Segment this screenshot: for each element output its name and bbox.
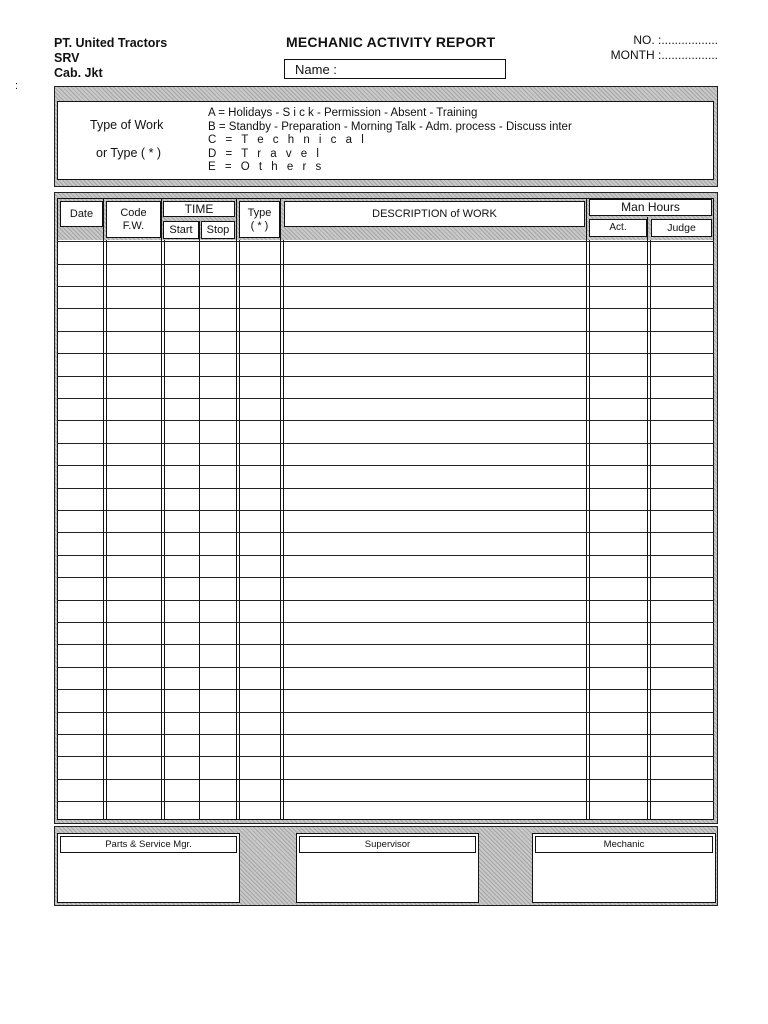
column-divider-type xyxy=(280,198,281,820)
column-divider-type-inner xyxy=(283,240,284,820)
type-item-a: A = Holidays - S i c k - Permission - Absent - Training xyxy=(208,107,478,119)
margin-mark: : xyxy=(15,80,19,92)
type-item-e: E = O t h e r s xyxy=(208,161,325,174)
signature-label-supervisor: Supervisor xyxy=(299,836,476,853)
header-time-cell xyxy=(163,201,235,217)
type-item-c: C = T e c h n i c a l xyxy=(208,134,367,147)
header-type-line2: ( * ) xyxy=(250,220,269,232)
column-divider-stop xyxy=(236,198,237,820)
header-man-hours-cell xyxy=(589,199,712,216)
column-divider-code-inner xyxy=(164,240,165,820)
company-block xyxy=(54,36,167,81)
header-stop: Stop xyxy=(206,224,230,236)
table-row-line xyxy=(57,734,714,735)
header-stop-cell xyxy=(201,221,235,239)
report-month-field[interactable]: MONTH :................. xyxy=(610,48,718,62)
header-type xyxy=(240,207,279,233)
table-row-line xyxy=(57,622,714,623)
header-act: Act. xyxy=(609,222,627,233)
header-code-line1: Code xyxy=(120,207,147,219)
table-row-line xyxy=(57,689,714,690)
column-divider-description xyxy=(586,198,587,820)
table-row-line xyxy=(57,465,714,466)
signature-box-supervisor[interactable] xyxy=(296,833,479,903)
table-row-line xyxy=(57,779,714,780)
type-of-work-list xyxy=(208,107,572,175)
table-row-line xyxy=(57,420,714,421)
header-judge-cell xyxy=(651,219,712,237)
table-row-line xyxy=(57,353,714,354)
column-divider-date xyxy=(103,198,104,820)
column-divider-start xyxy=(199,221,200,820)
header-code xyxy=(107,207,160,233)
table-row-line xyxy=(57,644,714,645)
table-row-line xyxy=(57,241,714,242)
table-row-line xyxy=(57,264,714,265)
type-of-work-label-2: or Type ( * ) xyxy=(96,146,162,160)
header-description-cell xyxy=(284,201,585,227)
type-item-d: D = T r a v e l xyxy=(208,147,322,160)
activity-table xyxy=(57,198,714,820)
table-row-line xyxy=(57,712,714,713)
header-start: Start xyxy=(169,224,193,236)
company-branch: Cab. Jkt xyxy=(54,66,103,80)
table-row-line xyxy=(57,577,714,578)
table-row-line xyxy=(57,331,714,332)
column-divider-act-inner xyxy=(650,240,651,820)
type-of-work-label: Type of Work xyxy=(90,118,164,132)
column-divider-code xyxy=(161,198,162,820)
header-man-hours: Man Hours xyxy=(621,200,680,214)
table-row-line xyxy=(57,555,714,556)
column-divider-date-inner xyxy=(106,240,107,820)
header-code-line2: F.W. xyxy=(122,220,145,232)
table-row-line xyxy=(57,667,714,668)
header-type-line1: Type xyxy=(247,207,272,219)
table-row-line xyxy=(57,376,714,377)
signature-box-mechanic[interactable] xyxy=(532,833,716,903)
report-title: MECHANIC ACTIVITY REPORT xyxy=(286,34,496,50)
header-code-cell xyxy=(106,201,161,238)
header-date: Date xyxy=(69,208,94,220)
header-type-cell xyxy=(239,201,280,238)
table-row-line xyxy=(57,510,714,511)
report-meta xyxy=(593,33,718,63)
table-row-line xyxy=(57,488,714,489)
company-name: PT. United Tractors xyxy=(54,36,168,50)
name-field[interactable] xyxy=(284,59,506,79)
header-act-cell xyxy=(589,219,647,237)
column-divider-description-inner xyxy=(589,240,590,820)
table-row-line xyxy=(57,600,714,601)
table-row-line xyxy=(57,398,714,399)
signature-label-mechanic: Mechanic xyxy=(535,836,713,853)
signature-box-parts-service-mgr[interactable] xyxy=(57,833,240,903)
table-row-line xyxy=(57,443,714,444)
header-start-cell xyxy=(163,221,199,239)
table-row-line xyxy=(57,756,714,757)
header-judge: Judge xyxy=(667,222,696,234)
header-time: TIME xyxy=(184,202,214,216)
signature-label-parts-service-mgr: Parts & Service Mgr. xyxy=(60,836,237,853)
header-description: DESCRIPTION of WORK xyxy=(372,208,497,220)
table-row-line xyxy=(57,286,714,287)
type-item-b: B = Standby - Preparation - Morning Talk - Adm. process - Discuss inter xyxy=(208,120,572,133)
header-date-cell xyxy=(60,201,103,227)
company-division: SRV xyxy=(54,51,80,65)
table-row-line xyxy=(57,532,714,533)
table-row-line xyxy=(57,308,714,309)
column-divider-stop-inner xyxy=(239,240,240,820)
name-label: Name : xyxy=(295,62,337,77)
report-number-field[interactable]: NO. :................. xyxy=(633,33,718,47)
table-row-line xyxy=(57,801,714,802)
